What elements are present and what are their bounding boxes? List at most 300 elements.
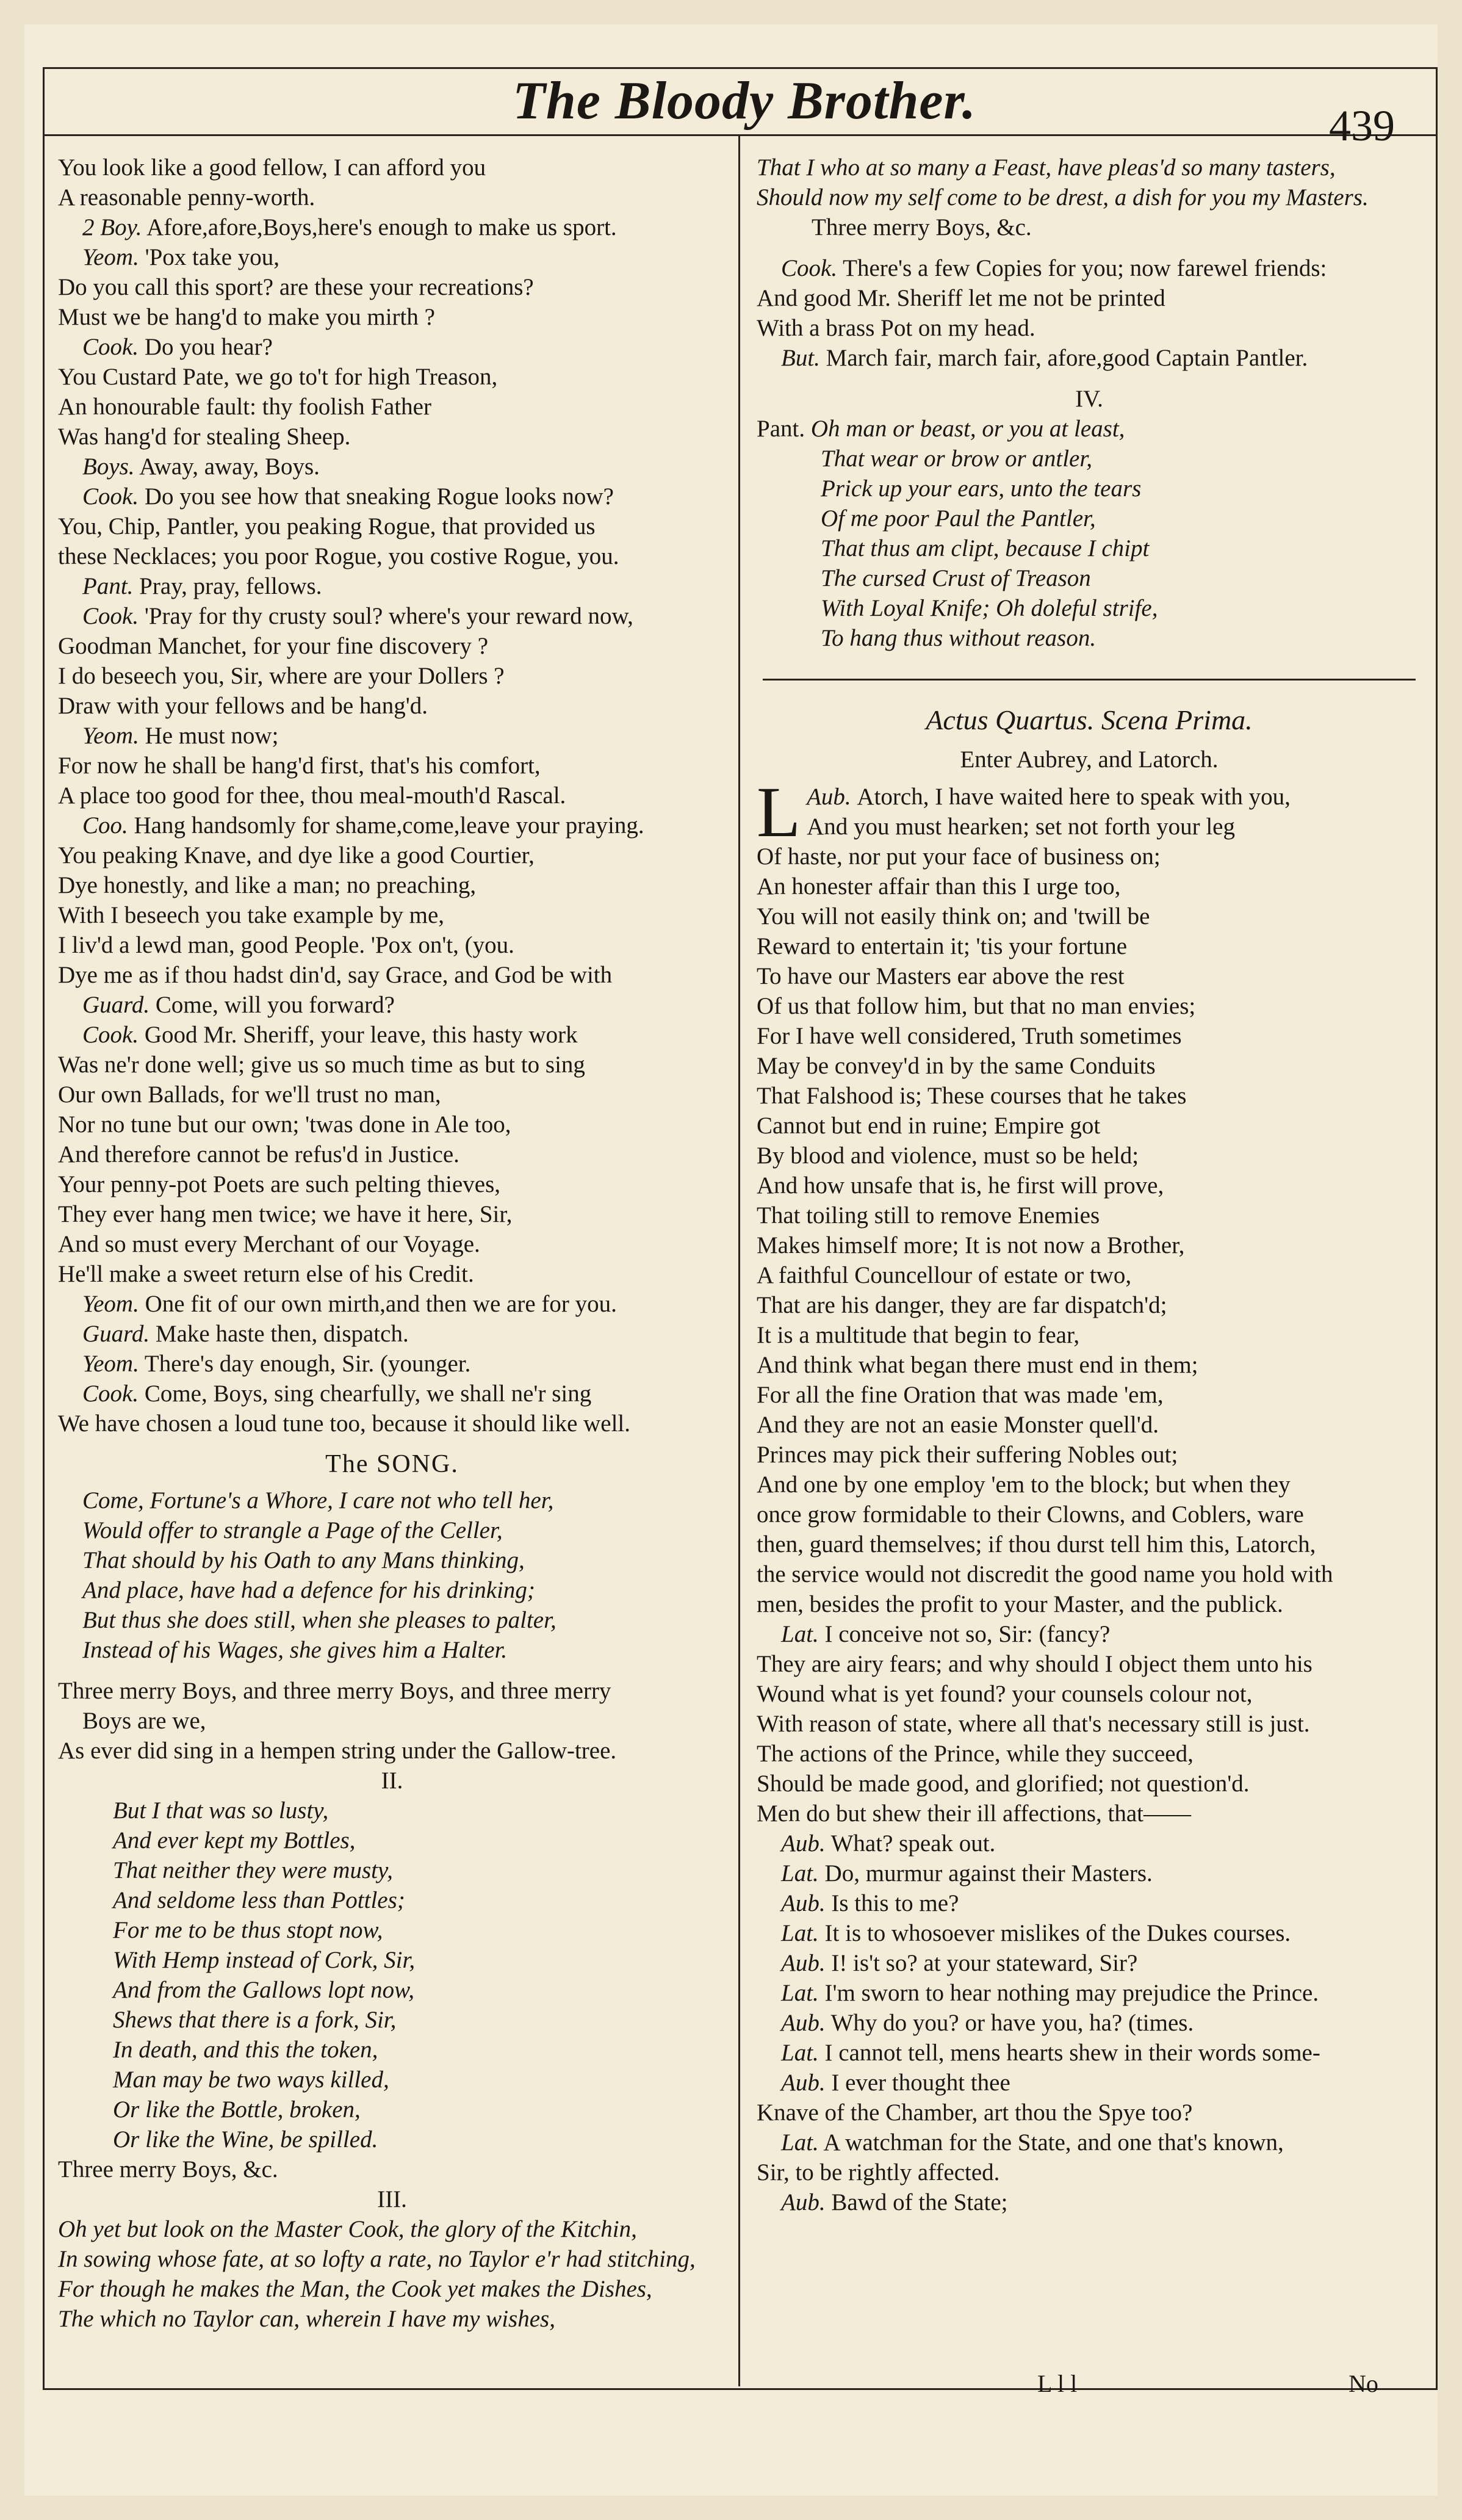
speaker: Cook. [82, 483, 139, 510]
speaker: Lat. [781, 1980, 819, 2006]
text-line [757, 1051, 1422, 1081]
line-text: Do you see how that sneaking Rogue looks now? [144, 483, 614, 510]
text-line [757, 1081, 1422, 1111]
line-text: That are his danger, they are far dispatch'd; [757, 1292, 1167, 1318]
scene-divider-rule [763, 679, 1416, 681]
line-text: With reason of state, where all that's necessary still is just. [757, 1711, 1310, 1737]
text-line [58, 1575, 726, 1605]
line-text: Instead of his Wages, she gives him a Halter. [82, 1637, 508, 1663]
line-text: Princes may pick their suffering Nobles out; [757, 1442, 1178, 1468]
speaker: But. [781, 345, 820, 371]
speaker: Guard. [82, 992, 150, 1018]
line-text: With a brass Pot on my head. [757, 315, 1035, 341]
line-text: Was hang'd for stealing Sheep. [58, 424, 351, 450]
text-line [58, 272, 726, 302]
text-line [757, 1829, 1422, 1858]
speaker: Aub. [807, 784, 851, 810]
line-text: I conceive not so, Sir: (fancy? [824, 1621, 1111, 1647]
text-line [58, 2065, 726, 2095]
line-text: A faithful Councellour of estate or two, [757, 1262, 1132, 1288]
text-line [58, 2244, 726, 2274]
text-line [58, 1229, 726, 1259]
line-text: To have our Masters ear above the rest [757, 963, 1125, 989]
text-line [58, 1736, 726, 1766]
text-line [757, 1858, 1422, 1888]
line-text: We have chosen a loud tune too, because it should like well. [58, 1410, 631, 1437]
text-line [58, 1169, 726, 1199]
line-text: Come, Fortune's a Whore, I care not who tell her, [82, 1487, 554, 1514]
line-text: And good Mr. Sheriff let me not be printed [757, 285, 1165, 311]
line-text: 'Pox take you, [145, 244, 280, 270]
verse-line: With Loyal Knife; Oh doleful strife, [821, 595, 1158, 621]
text-line [58, 482, 726, 511]
text-line [58, 541, 726, 571]
text-line [58, 2214, 726, 2244]
line-text: And think what began there must end in them; [757, 1352, 1198, 1378]
text-line [58, 840, 726, 870]
stanza-number-4: IV. [1075, 386, 1103, 412]
line-text: Come, Boys, sing chearfully, we shall ne'r sing [144, 1381, 592, 1407]
speaker: Coo. [82, 812, 128, 839]
text-line [757, 1320, 1422, 1350]
line-text: That neither they were musty, [113, 1857, 393, 1883]
text-line [58, 2304, 726, 2334]
speaker: Pant. [757, 416, 805, 442]
text-line [58, 960, 726, 990]
text-line [58, 1676, 726, 1706]
line-text: Would offer to strangle a Page of the Celler, [82, 1517, 503, 1543]
line-text: Cannot but end in ruine; Empire got [757, 1113, 1101, 1139]
text-line [757, 1978, 1422, 2008]
line-text: Or like the Bottle, broken, [113, 2096, 361, 2123]
text-line [58, 1379, 726, 1409]
speaker: Guard. [82, 1321, 150, 1347]
text-line [757, 1350, 1422, 1380]
song-stanza-3 [58, 2214, 726, 2334]
text-line [58, 1915, 726, 1945]
line-text: For now he shall be hang'd first, that's his comfort, [58, 753, 541, 779]
text-line [757, 931, 1422, 961]
text-line [58, 422, 726, 452]
line-text: He must now; [145, 723, 279, 749]
line-text: I! is't so? at your stateward, Sir? [831, 1950, 1138, 1976]
text-line [58, 781, 726, 811]
speaker: Pant. [82, 573, 134, 599]
text-line [757, 1649, 1422, 1679]
line-text: You, Chip, Pantler, you peaking Rogue, that provided us [58, 513, 596, 540]
text-line [757, 2008, 1422, 2038]
line-text: That toiling still to remove Enemies [757, 1202, 1100, 1229]
text-line [757, 1171, 1422, 1200]
verse-line: Of me poor Paul the Pantler, [821, 505, 1096, 532]
song-refrain [58, 1676, 726, 1766]
line-text: Draw with your fellows and be hang'd. [58, 693, 428, 719]
line-text: March fair, march fair, afore,good Captain Pantler. [826, 345, 1308, 371]
text-line [58, 452, 726, 482]
line-text: Why do you? or have you, ha? (times. [830, 2010, 1194, 2036]
song-stanza-2 [58, 1796, 726, 2154]
text-line [757, 1111, 1422, 1141]
text-line [757, 2098, 1422, 2128]
line-text: In death, and this the token, [113, 2037, 378, 2063]
text-line [757, 1470, 1422, 1500]
line-text: That I who at so many a Feast, have pleas'd so many tasters, [757, 154, 1336, 181]
book-page [24, 24, 1438, 2496]
speaker: Cook. [82, 334, 139, 360]
text-line [757, 1260, 1422, 1290]
act-heading: Actus Quartus. Scena Prima. [926, 704, 1253, 735]
line-text: Away, away, Boys. [139, 453, 320, 480]
text-line [58, 1080, 726, 1110]
line-text: With Hemp instead of Cork, Sir, [113, 1947, 416, 1973]
text-line [757, 1769, 1422, 1799]
speaker: Boys. [82, 453, 135, 480]
text-line [757, 1799, 1422, 1829]
line-text: The actions of the Prince, while they succeed, [757, 1741, 1194, 1767]
running-title: The Bloody Brother. [513, 71, 976, 131]
text-line [58, 1605, 726, 1635]
line-text: Come, will you forward? [155, 992, 395, 1018]
text-line [58, 1020, 726, 1050]
text-line [58, 2274, 726, 2304]
line-text: Of haste, nor put your face of business on; [757, 843, 1161, 870]
text-line [58, 182, 726, 212]
text-line [58, 511, 726, 541]
line-text: Our own Ballads, for we'll trust no man, [58, 1081, 441, 1108]
line-text: Oh yet but look on the Master Cook, the glory of the Kitchin, [58, 2216, 637, 2242]
verse-line: Prick up your ears, unto the tears [821, 475, 1142, 502]
text-line [757, 1739, 1422, 1769]
line-text: Should now my self come to be drest, a dish for you my Masters. [757, 184, 1369, 211]
text-line [58, 153, 726, 182]
line-text: One fit of our own mirth,and then we are for you. [145, 1291, 617, 1317]
refrain-short-right: Three merry Boys, &c. [812, 214, 1032, 240]
line-text: I cannot tell, mens hearts shew in their words some- [824, 2040, 1320, 2066]
line-text: Dye honestly, and like a man; no preaching, [58, 872, 477, 898]
line-text: Afore,afore,Boys,here's enough to make us sport. [146, 214, 617, 240]
text-line [757, 2128, 1422, 2157]
line-text: Knave of the Chamber, art thou the Spye too? [757, 2099, 1193, 2126]
text-line [58, 242, 726, 272]
stanza-number-2: II. [381, 1767, 403, 1794]
text-line [757, 1141, 1422, 1171]
text-line [757, 961, 1422, 991]
text-line [757, 253, 1422, 283]
line-text: A reasonable penny-worth. [58, 184, 315, 211]
opening-line: Atorch, I have waited here to speak with you, [857, 784, 1291, 810]
text-line [757, 1200, 1422, 1230]
text-line [58, 661, 726, 691]
stanza-number-3: III. [377, 2186, 407, 2212]
line-text: For all the fine Oration that was made 'em, [757, 1382, 1164, 1408]
line-text: then, guard themselves; if thou durst tell him this, Latorch, [757, 1531, 1316, 1558]
text-line [58, 631, 726, 661]
line-text: That Falshood is; These courses that he takes [757, 1083, 1187, 1109]
line-text: Make haste then, dispatch. [155, 1321, 409, 1347]
text-line [58, 1349, 726, 1379]
text-line [58, 1319, 726, 1349]
line-text: You Custard Pate, we go to't for high Treason, [58, 364, 498, 390]
text-line [58, 900, 726, 930]
line-text: But thus she does still, when she pleases to palter, [82, 1607, 556, 1633]
line-text: And one by one employ 'em to the block; but when they [757, 1471, 1291, 1498]
line-text: Good Mr. Sheriff, your leave, this hasty work [144, 1022, 578, 1048]
text-line [757, 991, 1422, 1021]
line-text: It is to whosoever mislikes of the Dukes courses. [824, 1920, 1291, 1946]
verse-line: That wear or brow or antler, [821, 446, 1092, 472]
text-line [757, 1230, 1422, 1260]
text-line [757, 2068, 1422, 2098]
right-column [757, 153, 1422, 2217]
text-line [58, 2005, 726, 2035]
line-text: Makes himself more; It is not now a Brother, [757, 1232, 1185, 1258]
line-text: For me to be thus stopt now, [113, 1917, 383, 1943]
text-line [58, 1885, 726, 1915]
speaker: Aub. [781, 2010, 826, 2036]
line-text: Three merry Boys, and three merry Boys, and three merry [58, 1678, 611, 1704]
line-text: The which no Taylor can, wherein I have my wishes, [58, 2306, 555, 2332]
text-line [757, 1290, 1422, 1320]
speaker: Cook. [82, 1022, 139, 1048]
text-line [757, 1410, 1422, 1440]
text-line [757, 1709, 1422, 1739]
speaker: Yeom. [82, 1351, 139, 1377]
speaker: Lat. [781, 2129, 819, 2156]
speaker: Lat. [781, 1920, 819, 1946]
song-stanza-3-continued [757, 153, 1422, 212]
line-text: Dye me as if thou hadst din'd, say Grace, and God be with [58, 962, 613, 988]
line-text: You will not easily think on; and 'twill be [757, 903, 1150, 930]
text-line [58, 302, 726, 332]
text-line [58, 1486, 726, 1515]
line-text: It is a multitude that begin to fear, [757, 1322, 1080, 1348]
stage-direction: Enter Aubrey, and Latorch. [960, 746, 1219, 773]
drop-cap: L [757, 782, 801, 842]
line-text: There's a few Copies for you; now farewel friends: [843, 255, 1327, 281]
line-text: But I that was so lusty, [113, 1797, 329, 1824]
text-line [58, 721, 726, 751]
line-text: Reward to entertain it; 'tis your fortune [757, 933, 1128, 959]
text-line [58, 1945, 726, 1975]
line-text: Bawd of the State; [831, 2189, 1008, 2215]
speaker: Aub. [781, 1830, 826, 1857]
speaker: Cook. [82, 603, 139, 629]
line-text: By blood and violence, must so be held; [757, 1143, 1139, 1169]
line-text: Should be made good, and glorified; not question'd. [757, 1771, 1250, 1797]
line-text: They ever hang men twice; we have it here, Sir, [58, 1201, 513, 1227]
stanza-4-line-first [757, 414, 1422, 444]
line-text: Do you hear? [144, 334, 273, 360]
line-text: 'Pray for thy crusty soul? where's your reward now, [144, 603, 633, 629]
text-line [58, 1796, 726, 1825]
text-line [58, 392, 726, 422]
text-line [757, 2157, 1422, 2187]
text-line [757, 1500, 1422, 1529]
text-line [58, 1289, 726, 1319]
text-line [757, 1948, 1422, 1978]
line-text: men, besides the profit to your Master, and the publick. [757, 1591, 1283, 1617]
line-text: Your penny-pot Poets are such pelting thieves, [58, 1171, 501, 1197]
line-text: Do you call this sport? are these your recreations? [58, 274, 534, 300]
text-line [58, 1975, 726, 2005]
opening-line-2: And you must hearken; set not forth your leg [807, 814, 1235, 840]
text-line [58, 2125, 726, 2154]
speaker: Yeom. [82, 1291, 139, 1317]
text-line [58, 2095, 726, 2125]
speaker: Lat. [781, 1860, 819, 1886]
line-text: And ever kept my Bottles, [113, 1827, 356, 1854]
line-text: For though he makes the Man, the Cook yet makes the Dishes, [58, 2276, 652, 2302]
page-number: 439 [1329, 101, 1395, 150]
line-text: You look like a good fellow, I can afford you [58, 154, 486, 181]
line-text: once grow formidable to their Clowns, and Coblers, ware [757, 1501, 1304, 1528]
text-line [58, 1706, 726, 1736]
text-line [757, 1380, 1422, 1410]
line-text: A watchman for the State, and one that's known, [823, 2129, 1284, 2156]
text-line [58, 691, 726, 721]
text-line [757, 1589, 1422, 1619]
song-title: The SONG. [325, 1450, 459, 1478]
line-text: Nor no tune but our own; 'twas done in Ale too, [58, 1111, 511, 1138]
line-text: You peaking Knave, and dye like a good Courtier, [58, 842, 535, 868]
refrain-short: Three merry Boys, &c. [58, 2156, 278, 2182]
line-text: Or like the Wine, be spilled. [113, 2126, 378, 2153]
text-line [58, 362, 726, 392]
signature-mark: L l l [1037, 2370, 1078, 2397]
line-text: the service would not discredit the good name you hold with [757, 1561, 1333, 1587]
line-text: Hang handsomly for shame,come,leave your praying. [134, 812, 644, 839]
text-line [757, 1679, 1422, 1709]
line-text: Shews that there is a fork, Sir, [113, 2007, 397, 2033]
line-text: Men do but shew their ill affections, that—— [757, 1800, 1191, 1827]
text-line [58, 870, 726, 900]
text-line [58, 1199, 726, 1229]
line-text: There's day enough, Sir. (younger. [144, 1351, 471, 1377]
text-line [58, 811, 726, 840]
song-stanza-1 [58, 1486, 726, 1665]
column-divider [738, 134, 740, 2386]
verse-text: Oh man or beast, or you at least, [810, 416, 1125, 442]
text-line [757, 2038, 1422, 2068]
speaker: Aub. [781, 1950, 826, 1976]
text-line [58, 1515, 726, 1545]
text-line [757, 313, 1422, 343]
speaker: Yeom. [82, 244, 139, 270]
text-line [757, 1529, 1422, 1559]
header-rule [43, 134, 1438, 136]
line-text: Boys are we, [82, 1708, 206, 1734]
act-opening [757, 782, 1422, 842]
song-stanza-4 [757, 414, 1422, 653]
line-text: And so must every Merchant of our Voyage. [58, 1231, 480, 1257]
text-line [58, 1050, 726, 1080]
text-line [757, 901, 1422, 931]
line-text: Is this to me? [831, 1890, 959, 1916]
line-text: I'm sworn to hear nothing may prejudice the Prince. [824, 1980, 1319, 2006]
text-line [58, 571, 726, 601]
speaker: Lat. [781, 1621, 819, 1647]
text-line [58, 2035, 726, 2065]
dialogue-block-right [757, 842, 1422, 2217]
text-line [757, 872, 1422, 901]
line-text: A place too good for thee, thou meal-mouth'd Rascal. [58, 782, 566, 809]
text-line [757, 182, 1422, 212]
text-line [58, 1855, 726, 1885]
text-line [757, 842, 1422, 872]
text-line [58, 751, 726, 781]
speaker: Cook. [82, 1381, 139, 1407]
line-text: And how unsafe that is, he first will prove, [757, 1172, 1164, 1199]
text-line [757, 283, 1422, 313]
text-line [757, 2187, 1422, 2217]
line-text: May be convey'd in by the same Conduits [757, 1053, 1156, 1079]
speaker: 2 Boy. [82, 214, 142, 240]
line-text: And they are not an easie Monster quell'd. [757, 1412, 1159, 1438]
text-line [58, 1635, 726, 1665]
line-text: And therefore cannot be refus'd in Justice. [58, 1141, 459, 1168]
verse-line: To hang thus without reason. [821, 625, 1096, 651]
line-text: For I have well considered, Truth sometimes [757, 1023, 1182, 1049]
text-line [58, 1545, 726, 1575]
text-line [757, 1619, 1422, 1649]
text-line [58, 1825, 726, 1855]
line-text: He'll make a sweet return else of his Credit. [58, 1261, 474, 1287]
left-column [58, 153, 726, 2334]
speaker: Yeom. [82, 723, 139, 749]
line-text: Pray, pray, fellows. [139, 573, 322, 599]
line-text: That should by his Oath to any Mans thinking, [82, 1547, 525, 1573]
dialogue-block-left [58, 153, 726, 1439]
line-text: An honourable fault: thy foolish Father [58, 394, 431, 420]
text-line [58, 1409, 726, 1439]
line-text: What? speak out. [830, 1830, 996, 1857]
line-text: I ever thought thee [831, 2070, 1010, 2096]
line-text: Man may be two ways killed, [113, 2067, 389, 2093]
line-text: Sir, to be rightly affected. [757, 2159, 1000, 2186]
line-text: I liv'd a lewd man, good People. 'Pox on't, (you. [58, 932, 514, 958]
text-line [757, 343, 1422, 373]
text-line [757, 153, 1422, 182]
line-text: these Necklaces; you poor Rogue, you costive Rogue, you. [58, 543, 619, 569]
line-text: And seldome less than Pottles; [113, 1887, 405, 1913]
line-text: And from the Gallows lopt now, [113, 1977, 415, 2003]
speaker: Aub. [781, 2189, 826, 2215]
text-line [58, 990, 726, 1020]
line-text: In sowing whose fate, at so lofty a rate, no Taylor e'r had stitching, [58, 2246, 696, 2272]
text-line [58, 1110, 726, 1139]
text-line [757, 1440, 1422, 1470]
verse-line: The cursed Crust of Treason [821, 565, 1091, 591]
speaker: Aub. [781, 1890, 826, 1916]
line-text: And place, have had a defence for his drinking; [82, 1577, 535, 1603]
text-line [58, 1259, 726, 1289]
text-line [58, 1139, 726, 1169]
text-line [58, 332, 726, 362]
catchword: No [1349, 2370, 1378, 2397]
text-line [757, 1559, 1422, 1589]
speaker: Cook. [781, 255, 838, 281]
line-text: Must we be hang'd to make you mirth ? [58, 304, 435, 330]
dialogue-block-right-top [757, 253, 1422, 373]
text-line [58, 212, 726, 242]
line-text: With I beseech you take example by me, [58, 902, 445, 928]
text-line [58, 601, 726, 631]
line-text: Wound what is yet found? your counsels colour not, [757, 1681, 1253, 1707]
line-text: Do, murmur against their Masters. [824, 1860, 1153, 1886]
text-line [58, 930, 726, 960]
text-line [757, 1021, 1422, 1051]
line-text: Was ne'r done well; give us so much time as but to sing [58, 1052, 585, 1078]
